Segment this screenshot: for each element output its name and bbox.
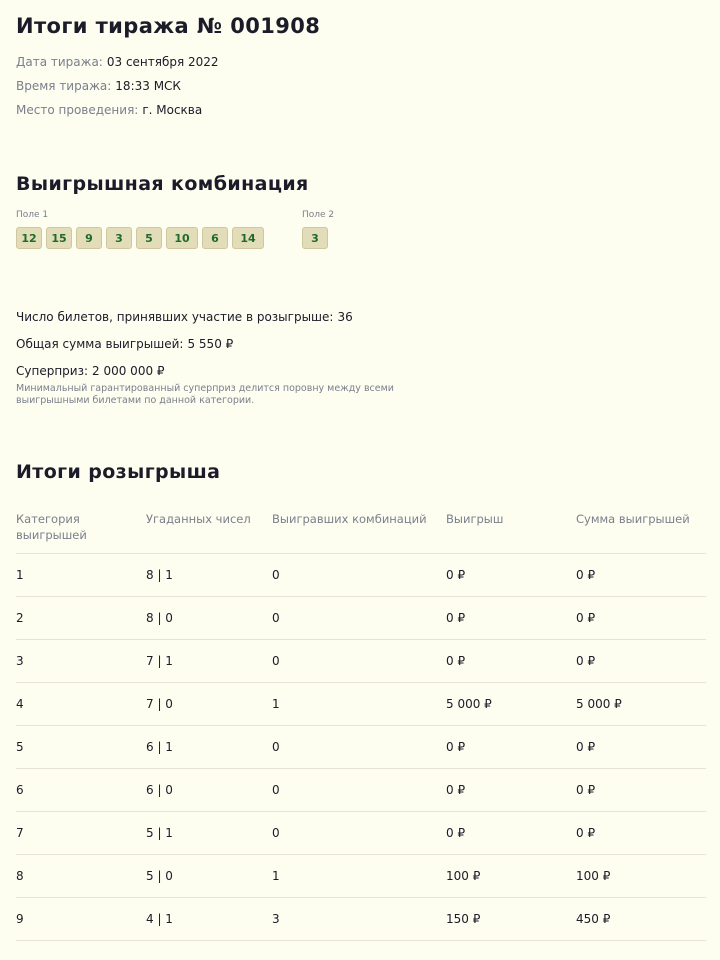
cell-winning-combos: 0	[272, 597, 446, 640]
cell-total: 100 ₽	[576, 855, 706, 898]
number-ball: 15	[46, 227, 72, 249]
superprize-label: Суперприз:	[16, 364, 89, 378]
superprize	[16, 364, 165, 378]
cell-category: 7	[16, 812, 146, 855]
number-ball: 3	[106, 227, 132, 249]
field1-label: Поле 1	[16, 210, 49, 220]
cell-matched: 6 | 0	[146, 769, 272, 812]
cell-prize: 0 ₽	[446, 597, 576, 640]
cell-matched: 7 | 0	[146, 683, 272, 726]
cell-category: 1	[16, 554, 146, 597]
cell-matched: 7 | 1	[146, 640, 272, 683]
cell-prize: 5 000 ₽	[446, 683, 576, 726]
draw-date-row	[16, 55, 219, 69]
table-row	[16, 812, 706, 855]
cell-matched: 5 | 1	[146, 812, 272, 855]
field2-label: Поле 2	[302, 210, 335, 220]
tickets-count-value: 36	[337, 310, 353, 324]
cell-prize: 0 ₽	[446, 726, 576, 769]
cell-prize: 100 ₽	[446, 855, 576, 898]
cell-total: 0 ₽	[576, 554, 706, 597]
cell-category: 6	[16, 769, 146, 812]
draw-place-value: г. Москва	[142, 103, 203, 117]
draw-date-label: Дата тиража:	[16, 55, 103, 69]
table-row	[16, 726, 706, 769]
cell-category: 2	[16, 597, 146, 640]
cell-category: 5	[16, 726, 146, 769]
cell-prize: 0 ₽	[446, 769, 576, 812]
cell-matched: 8 | 0	[146, 597, 272, 640]
cell-winning-combos: 0	[272, 812, 446, 855]
tickets-count	[16, 310, 353, 324]
cell-winning-combos: 3	[272, 898, 446, 941]
cell-winning-combos: 0	[272, 726, 446, 769]
field1-numbers	[16, 227, 264, 249]
cell-winning-combos: 1	[272, 855, 446, 898]
header-prize: Выигрыш	[446, 505, 576, 554]
cell-category: 9	[16, 898, 146, 941]
cell-prize: 0 ₽	[446, 554, 576, 597]
field2-numbers	[302, 227, 328, 249]
table-row	[16, 683, 706, 726]
cell-prize: 0 ₽	[446, 812, 576, 855]
cell-winning-combos: 0	[272, 769, 446, 812]
cell-matched: 8 | 1	[146, 554, 272, 597]
table-row	[16, 898, 706, 941]
cell-matched: 5 | 0	[146, 855, 272, 898]
cell-category: 8	[16, 855, 146, 898]
number-ball: 6	[202, 227, 228, 249]
number-ball: 5	[136, 227, 162, 249]
superprize-value: 2 000 000 ₽	[92, 364, 165, 378]
number-ball: 10	[166, 227, 198, 249]
cell-prize: 150 ₽	[446, 898, 576, 941]
number-ball: 12	[16, 227, 42, 249]
cell-winning-combos: 0	[272, 640, 446, 683]
draw-time-label: Время тиража:	[16, 79, 112, 93]
draw-time-row	[16, 79, 181, 93]
superprize-note: Минимальный гарантированный суперприз делится поровну между всеми выигрышными билетами по данной категории.	[16, 383, 394, 406]
cell-total: 0 ₽	[576, 812, 706, 855]
header-matched: Угаданных чисел	[146, 505, 272, 554]
draw-place-label: Место проведения:	[16, 103, 139, 117]
cell-total: 0 ₽	[576, 640, 706, 683]
cell-matched: 4 | 1	[146, 898, 272, 941]
results-table	[16, 505, 706, 941]
table-row	[16, 597, 706, 640]
number-ball: 9	[76, 227, 102, 249]
cell-prize: 0 ₽	[446, 640, 576, 683]
table-row	[16, 640, 706, 683]
cell-matched: 6 | 1	[146, 726, 272, 769]
table-row	[16, 769, 706, 812]
tickets-count-label: Число билетов, принявших участие в розыгрыше:	[16, 310, 334, 324]
header-winning-combos: Выигравших комбинаций	[272, 505, 446, 554]
cell-total: 5 000 ₽	[576, 683, 706, 726]
cell-winning-combos: 1	[272, 683, 446, 726]
table-row	[16, 554, 706, 597]
page-title: Итоги тиража № 001908	[16, 14, 321, 38]
combination-title: Выигрышная комбинация	[16, 173, 309, 195]
cell-total: 0 ₽	[576, 769, 706, 812]
draw-place-row	[16, 103, 202, 117]
results-header-row	[16, 505, 706, 554]
header-total: Сумма выигрышей	[576, 505, 706, 554]
cell-total: 450 ₽	[576, 898, 706, 941]
table-row	[16, 855, 706, 898]
header-category: Категория выигрышей	[16, 505, 146, 554]
cell-total: 0 ₽	[576, 726, 706, 769]
total-winnings	[16, 337, 233, 351]
number-ball: 3	[302, 227, 328, 249]
total-winnings-label: Общая сумма выигрышей:	[16, 337, 184, 351]
total-winnings-value: 5 550 ₽	[187, 337, 234, 351]
cell-total: 0 ₽	[576, 597, 706, 640]
cell-winning-combos: 0	[272, 554, 446, 597]
results-title: Итоги розыгрыша	[16, 461, 221, 483]
draw-time-value: 18:33 МСК	[115, 79, 181, 93]
number-ball: 14	[232, 227, 264, 249]
cell-category: 4	[16, 683, 146, 726]
draw-date-value: 03 сентября 2022	[106, 55, 219, 69]
cell-category: 3	[16, 640, 146, 683]
